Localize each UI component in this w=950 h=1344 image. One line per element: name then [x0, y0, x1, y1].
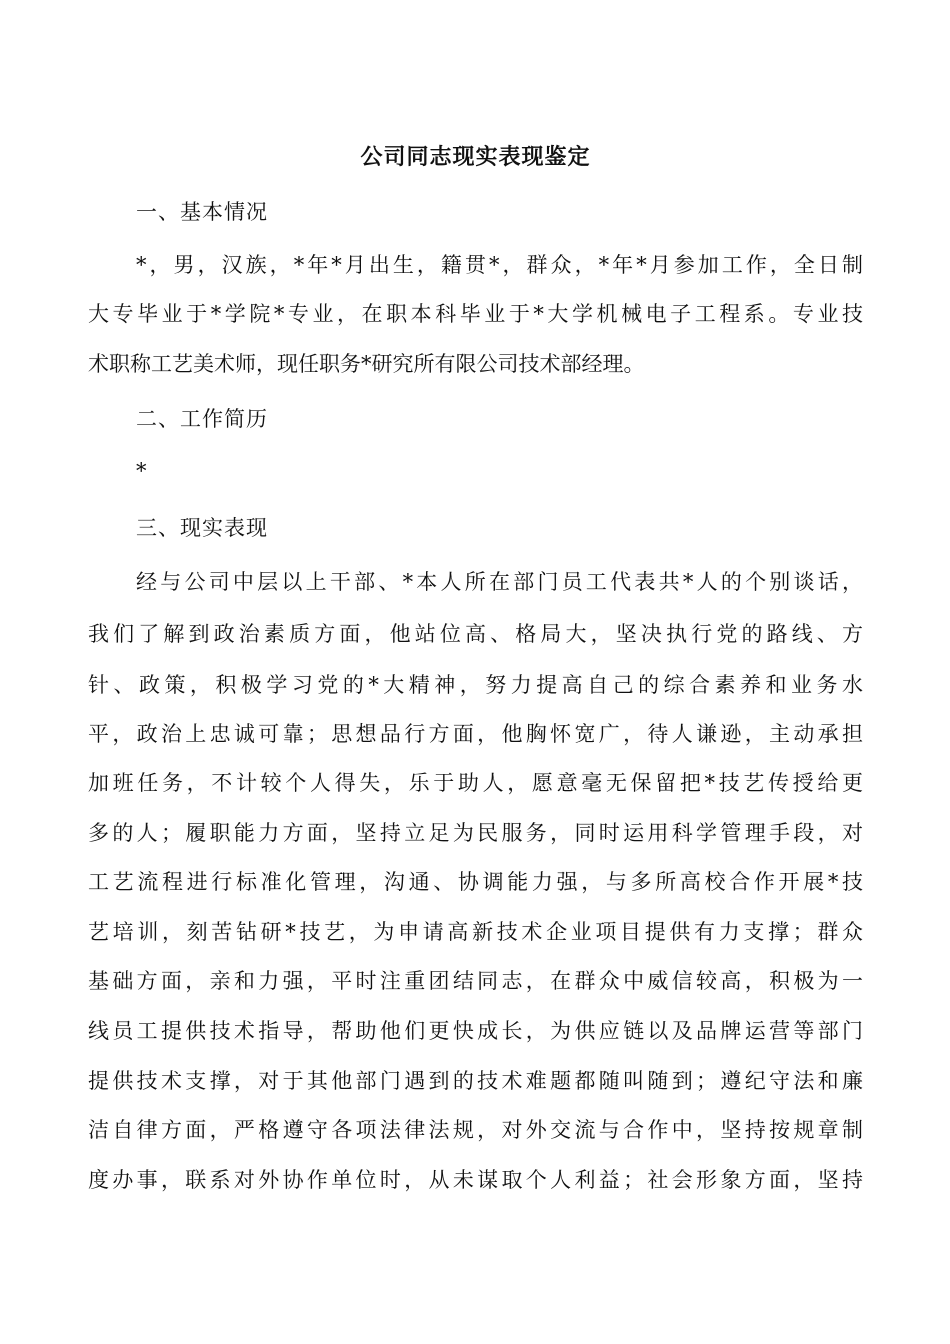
- paragraph-line: 工艺流程进行标准化管理，沟通、协调能力强，与多所高校合作开展*技: [88, 870, 863, 894]
- paragraph-line: 基础方面，亲和力强，平时注重团结同志，在群众中威信较高，积极为一: [88, 969, 863, 993]
- paragraph-line: 洁自律方面，严格遵守各项法律法规，对外交流与合作中，坚持按规章制: [88, 1118, 863, 1142]
- paragraph-line: 术职称工艺美术师，现任职务*研究所有限公司技术部经理。: [88, 352, 645, 376]
- work-history-body: *: [136, 459, 148, 483]
- paragraph-line: 加班任务，不计较个人得失，乐于助人，愿意毫无保留把*技艺传授给更: [88, 771, 863, 795]
- section-heading-basic-info: 一、基本情况: [136, 200, 268, 224]
- paragraph-line: 线员工提供技术指导，帮助他们更快成长，为供应链以及品牌运营等部门: [88, 1019, 863, 1043]
- paragraph-line: 度办事，联系对外协作单位时，从未谋取个人利益；社会形象方面，坚持: [88, 1168, 863, 1192]
- paragraph-line: *，男，汉族，*年*月出生，籍贯*，群众，*年*月参加工作，全日制: [136, 253, 863, 277]
- paragraph-line: 平，政治上忠诚可靠；思想品行方面，他胸怀宽广，待人谦逊，主动承担: [88, 722, 863, 746]
- section-heading-performance: 三、现实表现: [136, 516, 268, 540]
- section-heading-work-history: 二、工作简历: [136, 407, 268, 431]
- paragraph-line: 经与公司中层以上干部、*本人所在部门员工代表共*人的个别谈话，: [136, 570, 863, 594]
- paragraph-line: 多的人；履职能力方面，坚持立足为民服务，同时运用科学管理手段，对: [88, 821, 863, 845]
- document-title: 公司同志现实表现鉴定: [360, 144, 591, 170]
- paragraph-line: 艺培训，刻苦钻研*技艺，为申请高新技术企业项目提供有力支撑；群众: [88, 920, 863, 944]
- paragraph-line: 提供技术支撑，对于其他部门遇到的技术难题都随叫随到；遵纪守法和廉: [88, 1069, 863, 1093]
- paragraph-line: 针、政策，积极学习党的*大精神，努力提高自己的综合素养和业务水: [88, 673, 863, 697]
- paragraph-line: 我们了解到政治素质方面，他站位高、格局大，坚决执行党的路线、方: [88, 622, 863, 646]
- document-page: [88, 0, 863, 1344]
- paragraph-line: 大专毕业于*学院*专业，在职本科毕业于*大学机械电子工程系。专业技: [88, 302, 863, 326]
